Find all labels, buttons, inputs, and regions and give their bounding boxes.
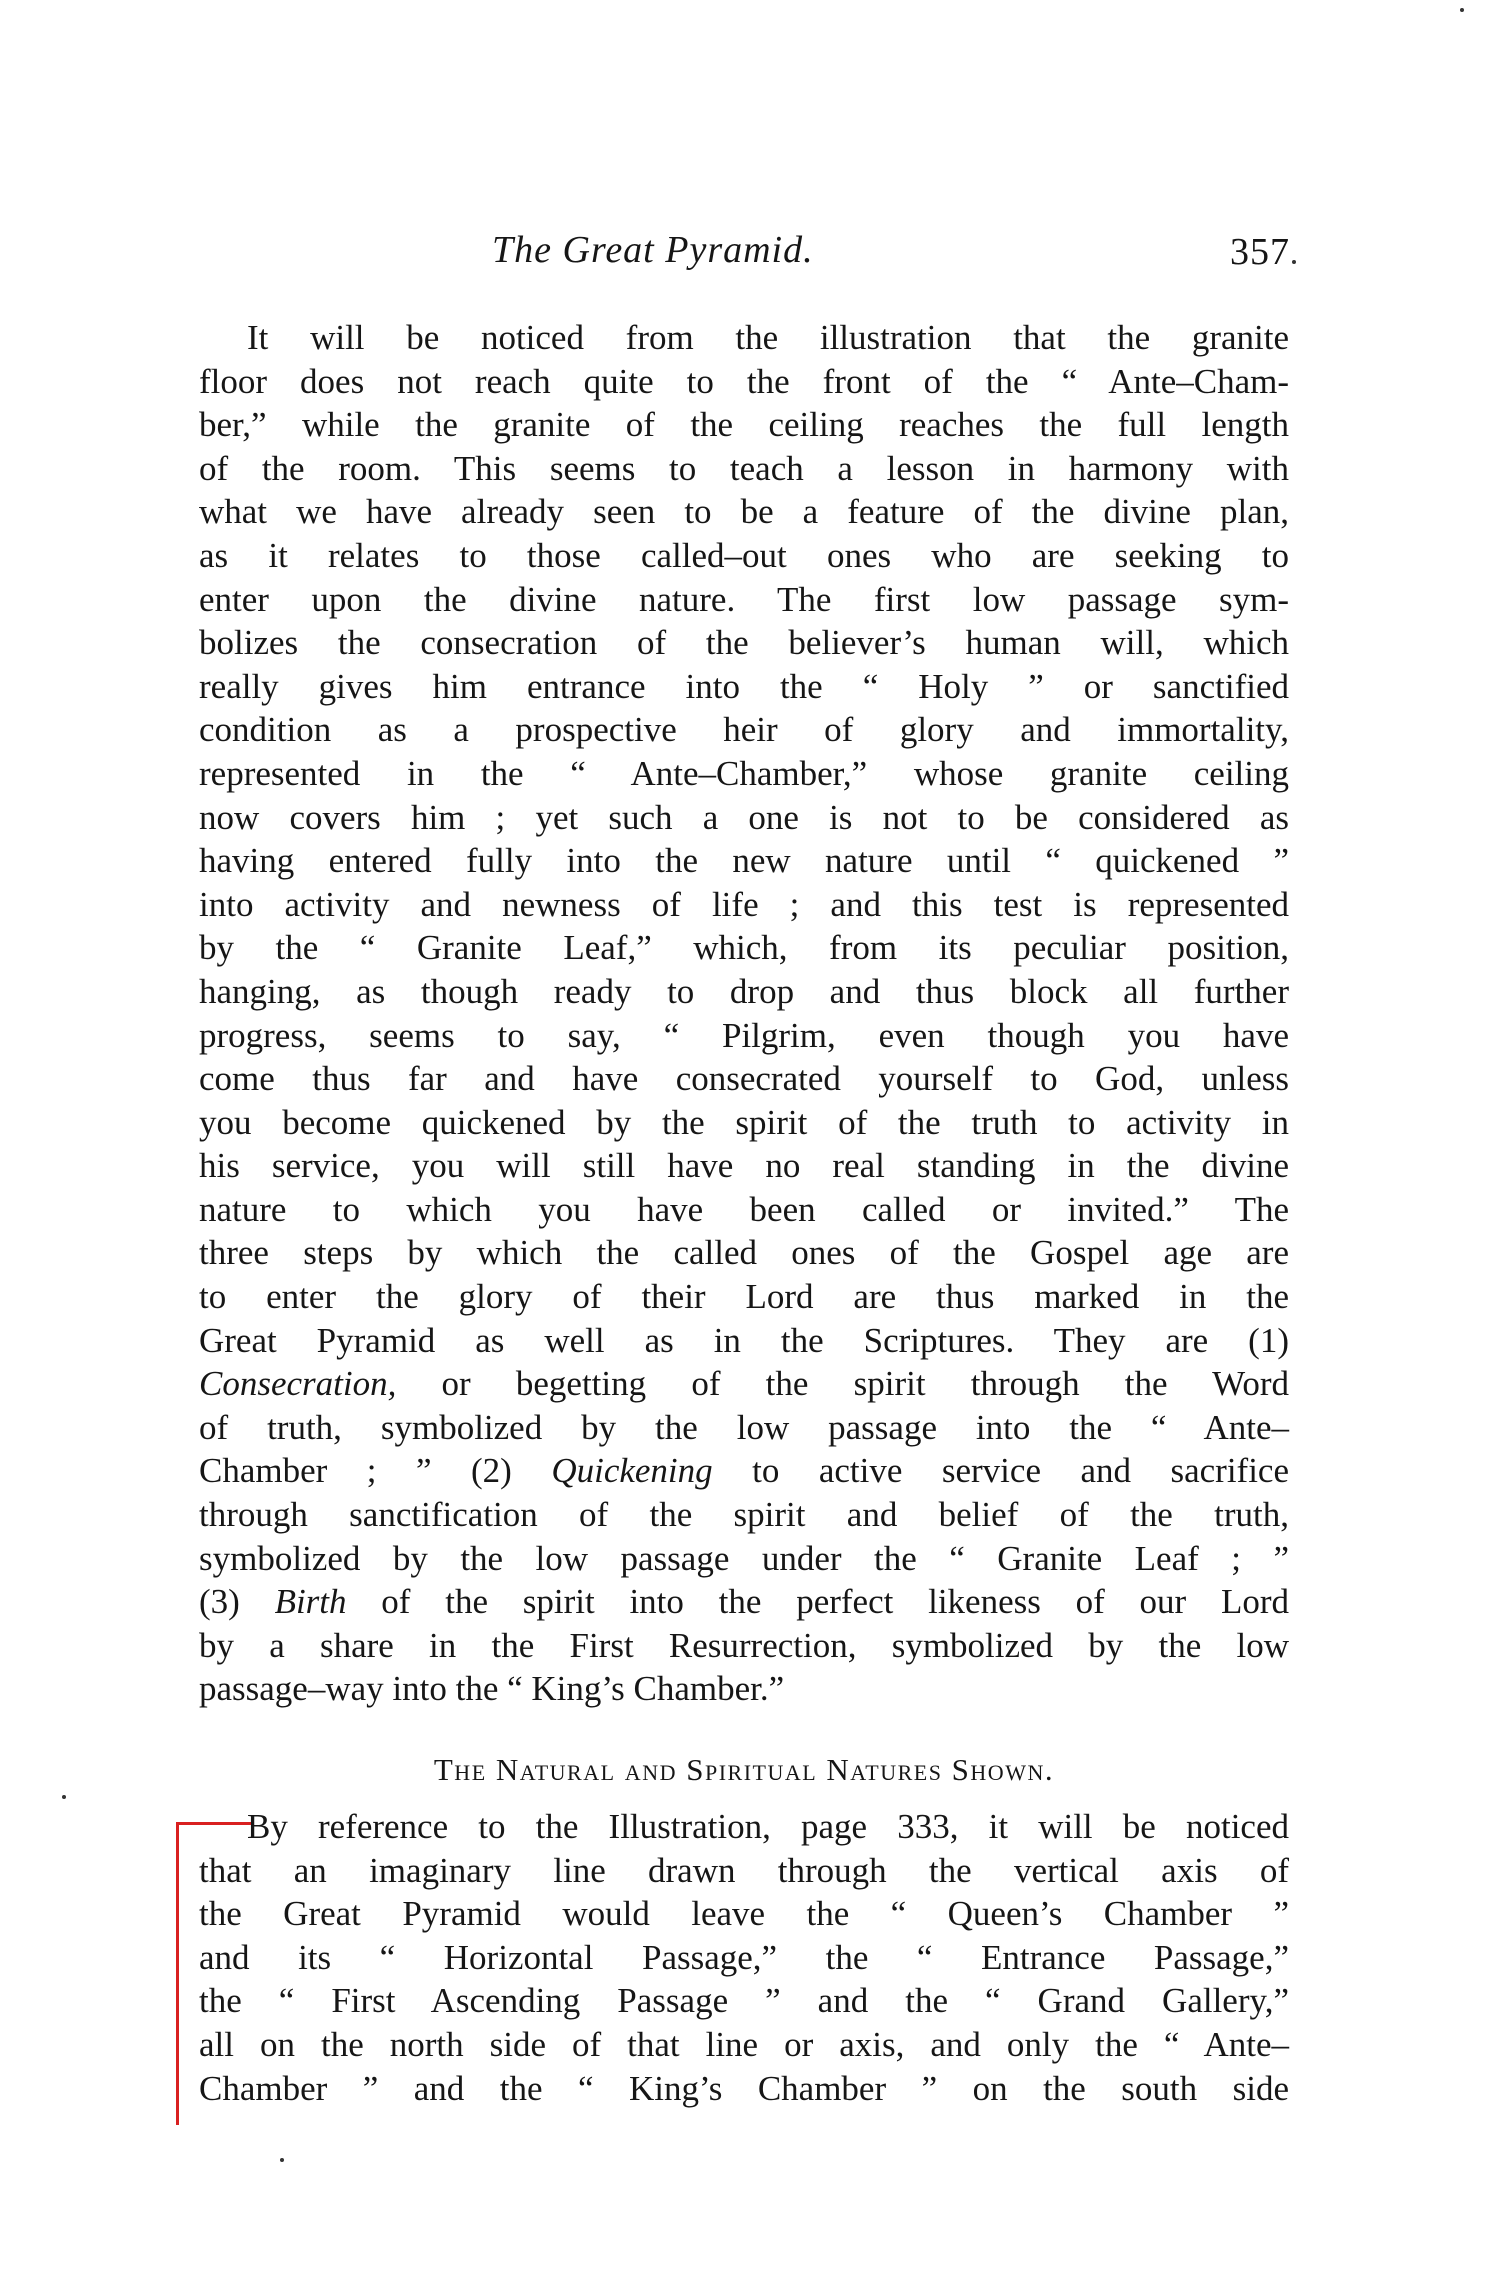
text-line: the Great Pyramid would leave the “ Queen’s Chamber ” [199, 1894, 1289, 1934]
text-line: three steps by which the called ones of the Gospel age are [199, 1233, 1289, 1273]
paragraph-pyramid-steps [199, 316, 1289, 1711]
text-line: to enter the glory of their Lord are thus marked in the [199, 1277, 1289, 1317]
text-fragment: or begetting of the spirit through the Word [396, 1364, 1289, 1404]
text-fragment: Chamber ; ” (2) [199, 1451, 552, 1491]
text-line: represented in the “ Ante–Chamber,” whose granite ceiling [199, 753, 1289, 793]
page-header [200, 228, 1290, 288]
text-fragment: to active service and sacrifice [712, 1451, 1289, 1491]
text-line [199, 1580, 1289, 1624]
text-line: the “ First Ascending Passage ” and the “ Grand Gallery,” [199, 1981, 1289, 2021]
text-line: his service, you will still have no real standing in the divine [199, 1146, 1289, 1186]
scan-speck [1460, 8, 1464, 12]
italic-term-birth: Birth [274, 1582, 347, 1622]
text-line: what we have already seen to be a feature of the divine plan, [199, 492, 1289, 532]
text-line: enter upon the divine nature. The first low passage sym- [199, 579, 1289, 619]
text-line: symbolized by the low passage under the “ Granite Leaf ; ” [199, 1538, 1289, 1578]
text-line: hanging, as though ready to drop and thus block all further [199, 971, 1289, 1011]
italic-term-quickening: Quickening [551, 1451, 713, 1491]
text-line: condition as a prospective heir of glory and immortality, [199, 710, 1289, 750]
text-line: of truth, symbolized by the low passage into the “ Ante– [199, 1407, 1289, 1447]
text-line: It will be noticed from the illustration that the granite [247, 318, 1289, 357]
text-line: and its “ Horizontal Passage,” the “ Entrance Passage,” [199, 1937, 1289, 1977]
text-line: of the room. This seems to teach a lesson in harmony with [199, 448, 1289, 488]
text-fragment: (3) [199, 1582, 275, 1622]
text-line: as it relates to those called–out ones who are seeking to [199, 535, 1289, 575]
section-heading: The Natural and Spiritual Natures Shown. [433, 1752, 1055, 1787]
text-line: into activity and newness of life ; and this test is represented [199, 884, 1289, 924]
italic-term-consecration: Consecration, [199, 1364, 397, 1404]
text-line: Great Pyramid as well as in the Scriptures. They are (1) [199, 1320, 1289, 1360]
text-line: passage–way into the “ King’s Chamber.” [199, 1669, 785, 1709]
text-line: progress, seems to say, “ Pilgrim, even though you have [199, 1015, 1289, 1055]
text-line: you become quickened by the spirit of the truth to activity in [199, 1102, 1289, 1142]
running-title: The Great Pyramid. [492, 229, 814, 271]
text-line: bolizes the consecration of the believer’s human will, which [199, 623, 1289, 663]
text-line: that an imaginary line drawn through the vertical axis of [199, 1850, 1289, 1890]
text-line: now covers him ; yet such a one is not to be considered as [199, 797, 1289, 837]
text-line: through sanctification of the spirit and belief of the truth, [199, 1495, 1289, 1535]
text-line [199, 1362, 1289, 1406]
text-line: really gives him entrance into the “ Holy ” or sanctified [199, 666, 1289, 706]
text-line: nature to which you have been called or invited.” The [199, 1189, 1289, 1229]
scan-speck [280, 2158, 284, 2162]
text-line: floor does not reach quite to the front of the “ Ante–Cham- [199, 361, 1289, 401]
paragraph-natures-shown [199, 1805, 1289, 2110]
scan-speck [1292, 260, 1296, 264]
page-number: 357 [1230, 231, 1290, 273]
text-line: by the “ Granite Leaf,” which, from its peculiar position, [199, 928, 1289, 968]
text-line: ber,” while the granite of the ceiling reaches the full length [199, 405, 1289, 445]
text-line: having entered fully into the new nature until “ quickened ” [199, 841, 1289, 881]
text-line: come thus far and have consecrated yourself to God, unless [199, 1059, 1289, 1099]
text-line: Chamber ” and the “ King’s Chamber ” on the south side [199, 2068, 1289, 2108]
text-line: by a share in the First Resurrection, symbolized by the low [199, 1625, 1289, 1665]
text-line: all on the north side of that line or axis, and only the “ Ante– [199, 2024, 1289, 2064]
text-fragment: of the spirit into the perfect likeness of our Lord [346, 1582, 1289, 1622]
scan-speck [62, 1795, 66, 1799]
text-line [199, 1449, 1289, 1493]
text-line: By reference to the Illustration, page 333, it will be noticed [247, 1807, 1289, 1846]
